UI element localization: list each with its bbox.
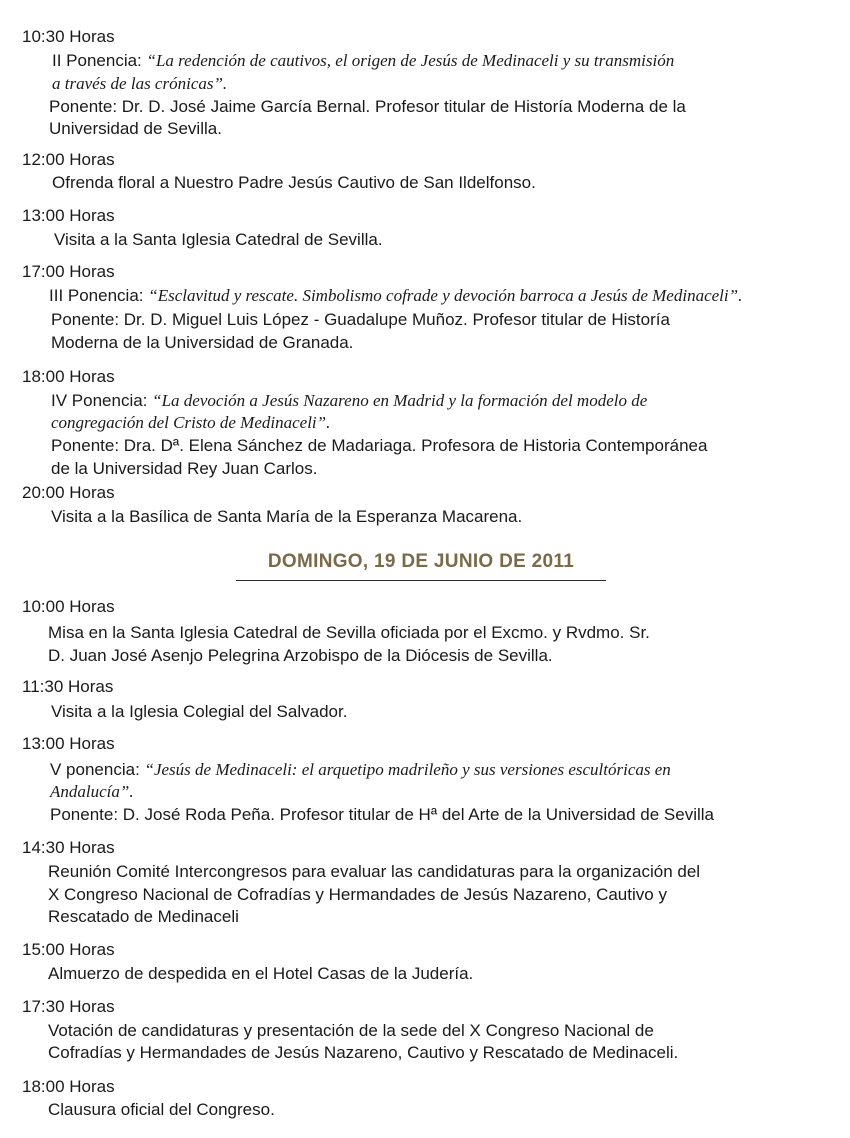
ponencia-title-cont: a través de las crónicas”.: [52, 74, 228, 93]
ponencia-title-text: “La redención de cautivos, el origen de Jesús de Medinaceli y su transmisión: [146, 51, 675, 70]
event-time: 10:00 Horas: [22, 597, 115, 616]
event-time: 11:30 Horas: [22, 677, 114, 696]
ponencia-title-text: “Jesús de Medinaceli: el arquetipo madrileño y sus versiones escultóricas en: [144, 760, 671, 779]
speaker-line: Ponente: Dr. D. Miguel Luis López - Guadalupe Muñoz. Profesor titular de Historía: [51, 310, 670, 329]
event-description: Clausura oficial del Congreso.: [48, 1100, 275, 1119]
event-time: 13:00 Horas: [22, 206, 115, 225]
ponencia-label: III Ponencia:: [49, 286, 149, 305]
event-description: Visita a la Basílica de Santa María de la Esperanza Macarena.: [51, 507, 523, 526]
event-time: 17:00 Horas: [22, 262, 115, 281]
event-description: Visita a la Iglesia Colegial del Salvador.: [51, 702, 348, 721]
event-time: 18:00 Horas: [22, 1077, 115, 1096]
event-description: Ofrenda floral a Nuestro Padre Jesús Cautivo de San Ildelfonso.: [52, 173, 536, 192]
ponencia-title: [52, 51, 674, 71]
event-description: Votación de candidaturas y presentación de la sede del X Congreso Nacional de: [48, 1021, 654, 1040]
event-time: 18:00 Horas: [22, 367, 115, 386]
ponencia-title: [51, 391, 647, 411]
event-description: Visita a la Santa Iglesia Catedral de Sevilla.: [54, 230, 383, 249]
event-time: 14:30 Horas: [22, 838, 115, 857]
speaker-line: Moderna de la Universidad de Granada.: [51, 333, 354, 352]
event-description: D. Juan José Asenjo Pelegrina Arzobispo de la Diócesis de Sevilla.: [48, 646, 553, 665]
ponencia-title-cont: Andalucía”.: [50, 782, 134, 801]
day-heading: DOMINGO, 19 DE JUNIO DE 2011: [267, 551, 575, 572]
ponencia-label: II Ponencia:: [52, 51, 147, 70]
speaker-line: Ponente: Dra. Dª. Elena Sánchez de Madariaga. Profesora de Historia Contemporánea: [51, 436, 708, 455]
heading-underline: [236, 580, 606, 581]
event-description: Cofradías y Hermandades de Jesús Nazareno, Cautivo y Rescatado de Medinaceli.: [48, 1043, 679, 1062]
ponencia-title: [50, 760, 671, 780]
event-time: 15:00 Horas: [22, 940, 115, 959]
ponencia-label: IV Ponencia:: [51, 391, 153, 410]
event-description: X Congreso Nacional de Cofradías y Hermandades de Jesús Nazareno, Cautivo y: [48, 885, 667, 904]
event-description: Reunión Comité Intercongresos para evaluar las candidaturas para la organización del: [48, 862, 701, 881]
event-description: Misa en la Santa Iglesia Catedral de Sevilla oficiada por el Excmo. y Rvdmo. Sr.: [48, 623, 650, 642]
speaker-line: Ponente: Dr. D. José Jaime García Bernal. Profesor titular de Historía Moderna de la: [49, 97, 686, 116]
event-time: 12:00 Horas: [22, 150, 115, 169]
speaker-line: Universidad de Sevilla.: [49, 119, 222, 138]
event-time: 20:00 Horas: [22, 483, 115, 502]
event-time: 10:30 Horas: [22, 27, 115, 46]
event-description: Almuerzo de despedida en el Hotel Casas de la Judería.: [48, 964, 474, 983]
ponencia-title-cont: congregación del Cristo de Medinaceli”.: [51, 413, 331, 432]
ponencia-title-text: “Esclavitud y rescate. Simbolismo cofrade y devoción barroca a Jesús de Medinaceli”.: [148, 286, 743, 305]
ponencia-label: V ponencia:: [50, 760, 145, 779]
ponencia-title: [49, 286, 742, 306]
event-time: 13:00 Horas: [22, 734, 115, 753]
speaker-line: de la Universidad Rey Juan Carlos.: [51, 459, 318, 478]
ponencia-title-text: “La devoción a Jesús Nazareno en Madrid y la formación del modelo de: [152, 391, 648, 410]
event-time: 17:30 Horas: [22, 997, 115, 1016]
speaker-line: Ponente: D. José Roda Peña. Profesor titular de Hª del Arte de la Universidad de Sevilla: [50, 805, 714, 824]
event-description: Rescatado de Medinaceli: [48, 907, 239, 926]
